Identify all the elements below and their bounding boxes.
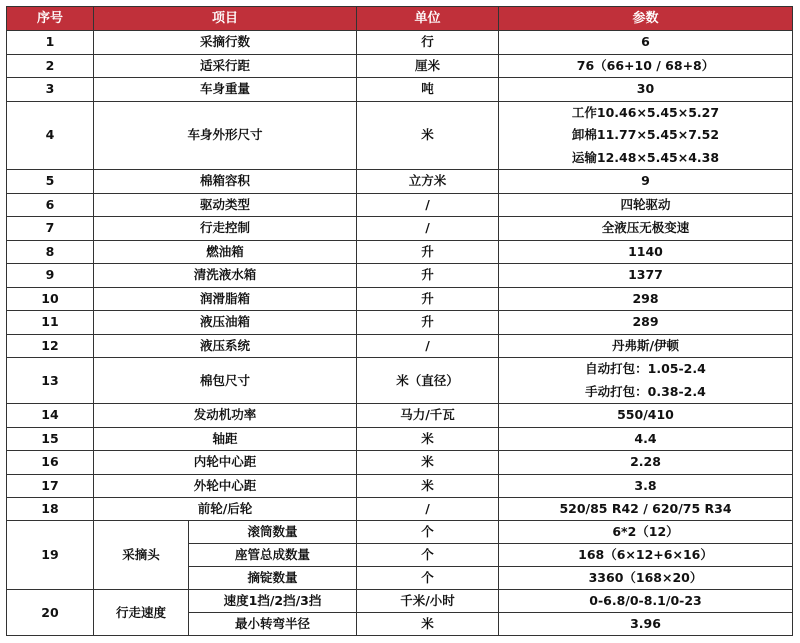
row-item: 轴距	[94, 427, 357, 451]
header-item: 项目	[94, 7, 357, 31]
row-value	[499, 193, 793, 217]
value-line: 9	[641, 173, 650, 188]
table-row-17	[7, 474, 793, 498]
row-item: 燃油箱	[94, 240, 357, 264]
row-item: 棉包尺寸	[94, 358, 357, 404]
row-item: 液压系统	[94, 334, 357, 358]
row-number: 6	[7, 193, 94, 217]
table-row-10	[7, 287, 793, 311]
row-unit: 升	[357, 311, 499, 335]
table-row-18	[7, 498, 793, 521]
row-item: 清洗液水箱	[94, 264, 357, 288]
row-value	[499, 264, 793, 288]
row-unit: 米	[357, 474, 499, 498]
row-value	[499, 101, 793, 170]
row-unit: 米	[357, 427, 499, 451]
value-line: 550/410	[617, 407, 674, 422]
row-unit: /	[357, 217, 499, 241]
table-row-7	[7, 217, 793, 241]
sub-value: 3.96	[499, 613, 793, 636]
table-row-8	[7, 240, 793, 264]
value-line: 1377	[628, 267, 663, 282]
header-row	[7, 7, 793, 31]
row-value	[499, 217, 793, 241]
row-value	[499, 170, 793, 194]
table-row-20a	[7, 590, 793, 613]
value-line: 卸棉11.77×5.45×7.52	[571, 127, 720, 142]
table-row-6	[7, 193, 793, 217]
row-unit: 米	[357, 101, 499, 170]
value-line: 丹弗斯/伊顿	[611, 337, 680, 353]
row-item: 液压油箱	[94, 311, 357, 335]
value-line: 2.28	[630, 454, 661, 469]
row-number: 7	[7, 217, 94, 241]
value-line: 运输12.48×5.45×4.38	[571, 149, 720, 165]
row-value	[499, 474, 793, 498]
sub-unit: 个	[357, 567, 499, 590]
row-item: 车身外形尺寸	[94, 101, 357, 170]
row-unit: 米（直径）	[357, 358, 499, 404]
sub-unit: 米	[357, 613, 499, 636]
row-item: 外轮中心距	[94, 474, 357, 498]
row-unit: 厘米	[357, 54, 499, 78]
value-line: 手动打包：0.38-2.4	[585, 383, 706, 399]
value-line: 四轮驱动	[620, 196, 671, 212]
table-row-16	[7, 451, 793, 475]
sub-unit: 个	[357, 521, 499, 544]
row-number: 17	[7, 474, 94, 498]
value-line: 全液压无极变速	[601, 220, 690, 235]
value-line: 289	[632, 314, 659, 329]
sub-unit: 千米/小时	[357, 590, 499, 613]
row-number: 4	[7, 101, 94, 170]
value-line: 工作10.46×5.45×5.27	[571, 104, 720, 120]
table-row-15	[7, 427, 793, 451]
value-line: 自动打包：1.05-2.4	[585, 361, 706, 376]
table-row-12	[7, 334, 793, 358]
row-value	[499, 31, 793, 55]
row-number: 2	[7, 54, 94, 78]
row-value	[499, 287, 793, 311]
value-line: 30	[636, 81, 655, 96]
sub-item: 最小转弯半径	[189, 613, 357, 636]
sub-value: 6*2（12）	[499, 521, 793, 544]
row-number: 12	[7, 334, 94, 358]
table-row-19a	[7, 521, 793, 544]
row-number: 20	[7, 590, 94, 636]
header-no: 序号	[7, 7, 94, 31]
row-item: 车身重量	[94, 78, 357, 102]
row-number: 1	[7, 31, 94, 55]
row-number: 11	[7, 311, 94, 335]
row-number: 10	[7, 287, 94, 311]
row-value	[499, 78, 793, 102]
row-number: 3	[7, 78, 94, 102]
value-line: 6	[641, 34, 650, 49]
row-number: 5	[7, 170, 94, 194]
row-value	[499, 240, 793, 264]
table-row-11	[7, 311, 793, 335]
row-value	[499, 311, 793, 335]
row-unit: /	[357, 193, 499, 217]
header-unit: 单位	[357, 7, 499, 31]
value-line: 298	[632, 290, 659, 306]
row-item: 行走控制	[94, 217, 357, 241]
row-number: 9	[7, 264, 94, 288]
row-value	[499, 427, 793, 451]
row-item: 驱动类型	[94, 193, 357, 217]
group-label: 采摘头	[94, 521, 189, 590]
sub-item: 滚筒数量	[189, 521, 357, 544]
sub-item: 速度1挡/2挡/3挡	[189, 590, 357, 613]
row-item: 采摘行数	[94, 31, 357, 55]
row-unit: 升	[357, 240, 499, 264]
table-row-4	[7, 101, 793, 170]
row-value	[499, 404, 793, 428]
row-number: 16	[7, 451, 94, 475]
row-number: 14	[7, 404, 94, 428]
table-row-5	[7, 170, 793, 194]
row-unit: 马力/千瓦	[357, 404, 499, 428]
table-row-1	[7, 31, 793, 55]
sub-item: 摘锭数量	[189, 567, 357, 590]
table-row-9	[7, 264, 793, 288]
value-line: 4.4	[634, 430, 657, 446]
sub-value: 0-6.8/0-8.1/0-23	[499, 590, 793, 613]
sub-item: 座管总成数量	[189, 544, 357, 567]
row-item: 润滑脂箱	[94, 287, 357, 311]
row-item: 内轮中心距	[94, 451, 357, 475]
table-row-13	[7, 358, 793, 404]
value-line: 76（66+10 / 68+8）	[576, 57, 715, 73]
row-item: 发动机功率	[94, 404, 357, 428]
value-line: 3.8	[634, 477, 657, 493]
row-number: 8	[7, 240, 94, 264]
table-row-3	[7, 78, 793, 102]
row-number: 19	[7, 521, 94, 590]
row-value	[499, 358, 793, 404]
row-number: 13	[7, 358, 94, 404]
row-value	[499, 451, 793, 475]
header-params: 参数	[499, 7, 793, 31]
sub-unit: 个	[357, 544, 499, 567]
row-unit: /	[357, 334, 499, 358]
sub-value: 168（6×12+6×16）	[499, 544, 793, 567]
row-unit: 升	[357, 287, 499, 311]
table-row-2	[7, 54, 793, 78]
row-value	[499, 54, 793, 78]
row-item: 适采行距	[94, 54, 357, 78]
row-number: 15	[7, 427, 94, 451]
row-unit: 升	[357, 264, 499, 288]
row-value	[499, 334, 793, 358]
row-item: 棉箱容积	[94, 170, 357, 194]
spec-table	[6, 6, 793, 636]
row-item: 前轮/后轮	[94, 498, 357, 521]
row-value: 520/85 R42 / 620/75 R34	[499, 498, 793, 521]
row-number: 18	[7, 498, 94, 521]
table-row-14	[7, 404, 793, 428]
row-unit: 立方米	[357, 170, 499, 194]
sub-value: 3360（168×20）	[499, 567, 793, 590]
value-line: 1140	[628, 243, 663, 259]
row-unit: 米	[357, 451, 499, 475]
row-unit: 行	[357, 31, 499, 55]
row-unit: 吨	[357, 78, 499, 102]
group-label: 行走速度	[94, 590, 189, 636]
row-unit: /	[357, 498, 499, 521]
